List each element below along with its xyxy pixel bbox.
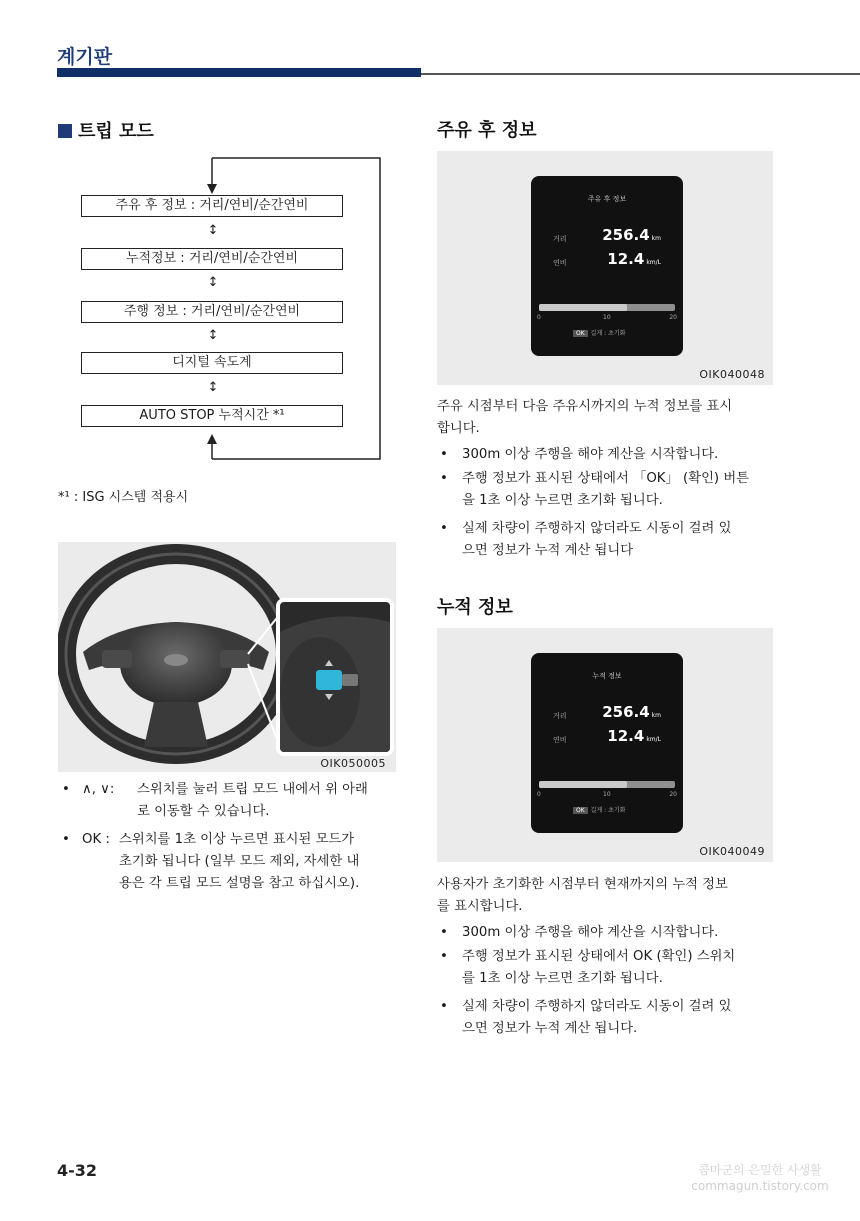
ok-hint-text: 길게 : 초기화 [590, 807, 626, 814]
bullet-line: 실제 차량이 주행하지 않더라도 시동이 걸려 있 [462, 999, 732, 1014]
bullet-dot-icon: • [440, 447, 448, 462]
cluster-tick: 10 [603, 314, 611, 321]
figure-code: OIK050005 [320, 757, 386, 770]
trip-mode-flow-diagram [0, 0, 420, 480]
bullet-dot-icon: • [440, 925, 448, 940]
figure-code: OIK040048 [699, 368, 765, 381]
cluster-figure [437, 628, 773, 862]
ok-hint-text: 길게 : 초기화 [590, 330, 626, 337]
after-refuel-description [437, 396, 777, 440]
cluster-distance-value [602, 226, 661, 244]
bullet-dot-icon: • [440, 521, 448, 536]
cluster-tick: 0 [537, 314, 541, 321]
cluster-economy-fill [539, 781, 627, 788]
bullet-line: 주행 정보가 표시된 상태에서 OK (확인) 스위치 [462, 949, 736, 964]
fuel-number: 12.4 [607, 250, 645, 268]
ok-switch-highlight [316, 670, 342, 690]
list-item [440, 444, 780, 466]
cluster-tick: 0 [537, 791, 541, 798]
updown-arrow-icon: ↕ [207, 223, 219, 238]
after-refuel-heading: 주유 후 정보 [437, 120, 537, 141]
cluster-figure [437, 151, 773, 385]
list-item [440, 922, 780, 944]
cluster-tick: 20 [669, 791, 677, 798]
switch-desc-line: 스위치를 눌러 트립 모드 내에서 위 아래 [137, 782, 368, 797]
updown-arrow-icon: ↕ [207, 380, 219, 395]
list-item [62, 779, 402, 823]
distance-unit: km [651, 712, 661, 719]
switch-desc-line: 스위치를 1초 이상 누르면 표시된 모드가 [119, 832, 355, 847]
switch-key: ∧, ∨: [82, 782, 115, 797]
para-line: 를 표시합니다. [437, 899, 523, 914]
list-item [440, 468, 780, 512]
cluster-display [531, 653, 683, 833]
updown-arrow-icon: ↕ [207, 275, 219, 290]
cluster-ok-hint [573, 328, 626, 337]
fuel-unit: km/L [646, 259, 661, 266]
distance-unit: km [651, 235, 661, 242]
distance-number: 256.4 [602, 226, 650, 244]
cluster-distance-value [602, 703, 661, 721]
bullet-line: 을 1초 이상 누르면 초기화 됩니다. [462, 493, 663, 508]
para-line: 주유 시점부터 다음 주유시까지의 누적 정보를 표시 [437, 399, 733, 414]
bullet-line: 를 1초 이상 누르면 초기화 됩니다. [462, 971, 663, 986]
cluster-distance-label: 거리 [553, 712, 567, 720]
flow-box-digital-speedometer: 디지털 속도계 [81, 352, 343, 374]
cluster-display [531, 176, 683, 356]
list-item [62, 829, 402, 895]
cluster-title: 누적 정보 [592, 672, 622, 680]
cluster-ok-hint [573, 805, 626, 814]
para-line: 사용자가 초기화한 시점부터 현재까지의 누적 정보 [437, 877, 728, 892]
cluster-fuel-label: 연비 [553, 259, 567, 267]
cluster-fuel-value [607, 250, 661, 268]
list-item [440, 518, 780, 562]
bullet-dot-icon: • [440, 949, 448, 964]
bullet-dot-icon: • [440, 471, 448, 486]
ok-badge: OK [573, 330, 588, 337]
fuel-number: 12.4 [607, 727, 645, 745]
cluster-distance-label: 거리 [553, 235, 567, 243]
bullet-dot-icon: • [62, 782, 70, 797]
trip-switch-closeup-icon [280, 602, 390, 752]
trip-mode-heading-text: 트립 모드 [78, 121, 154, 142]
flow-box-auto-stop: AUTO STOP 누적시간 *¹ [81, 405, 343, 427]
accumulated-description [437, 874, 777, 918]
list-item [440, 946, 780, 990]
switch-closeup-inset [276, 598, 394, 756]
switch-desc-line: 초기화 됩니다 (일부 모드 제외, 자세한 내 [119, 854, 360, 869]
section-title: 계기판 [57, 46, 113, 68]
bullet-line: 으면 정보가 누적 계산 됩니다. [462, 1021, 638, 1036]
cluster-tick: 10 [603, 791, 611, 798]
bullet-dot-icon: • [440, 999, 448, 1014]
para-line: 합니다. [437, 421, 480, 436]
flow-box-accumulated: 누적정보 : 거리/연비/순간연비 [81, 248, 343, 270]
page-number: 4-32 [57, 1161, 98, 1180]
flow-box-after-refuel: 주유 후 정보 : 거리/연비/순간연비 [81, 195, 343, 217]
ok-badge: OK [573, 807, 588, 814]
updown-arrow-icon: ↕ [207, 328, 219, 343]
header-rule-thin [421, 73, 860, 75]
steering-wheel-figure [58, 542, 396, 772]
switch-key: OK : [82, 832, 110, 847]
switch-desc-line: 용은 각 트립 모드 설명을 참고 하십시오). [119, 876, 360, 891]
fuel-unit: km/L [646, 736, 661, 743]
figure-code: OIK040049 [699, 845, 765, 858]
cluster-fuel-value [607, 727, 661, 745]
cluster-tick: 20 [669, 314, 677, 321]
bullet-line: 300m 이상 주행을 해야 계산을 시작합니다. [462, 447, 719, 462]
bullet-line: 실제 차량이 주행하지 않더라도 시동이 걸려 있 [462, 521, 732, 536]
isg-footnote: *¹ : ISG 시스템 적용시 [58, 490, 189, 505]
distance-number: 256.4 [602, 703, 650, 721]
watermark-line: 콤마군의 은밀한 사생활 [698, 1163, 822, 1177]
bullet-line: 300m 이상 주행을 해야 계산을 시작합니다. [462, 925, 719, 940]
cluster-economy-fill [539, 304, 627, 311]
cluster-fuel-label: 연비 [553, 736, 567, 744]
accumulated-heading: 누적 정보 [437, 597, 513, 618]
flow-box-drive: 주행 정보 : 거리/연비/순간연비 [81, 301, 343, 323]
switch-desc-line: 로 이동할 수 있습니다. [137, 804, 270, 819]
bullet-dot-icon: • [62, 832, 70, 847]
list-item [440, 996, 780, 1040]
bullet-line: 으면 정보가 누적 계산 됩니다 [462, 543, 634, 558]
watermark-line: commagun.tistory.com [691, 1179, 829, 1193]
cluster-title: 주유 후 정보 [587, 195, 627, 203]
blog-watermark [660, 1162, 860, 1194]
bullet-line: 주행 정보가 표시된 상태에서 「OK」 (확인) 버튼 [462, 471, 750, 486]
